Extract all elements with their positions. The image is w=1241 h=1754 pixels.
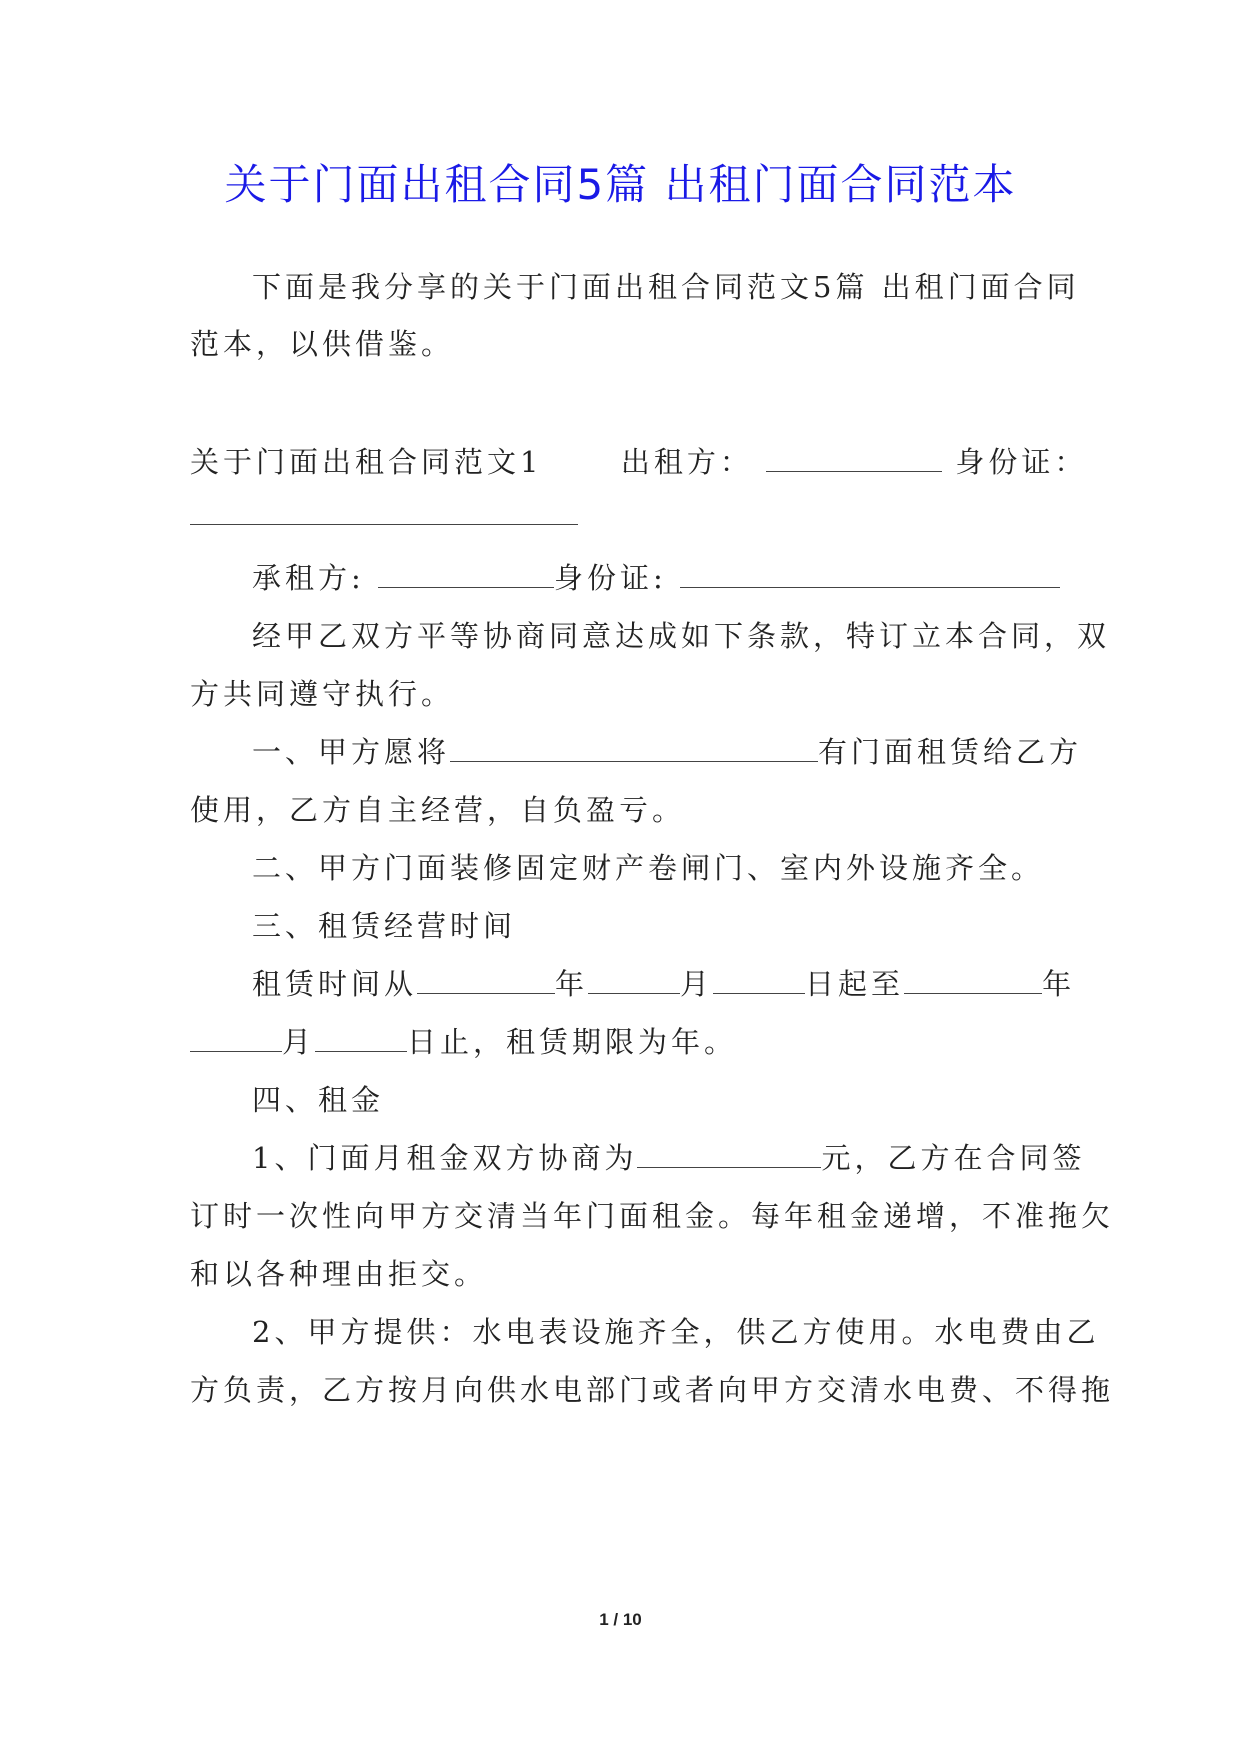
lessor-id-blank-line	[190, 498, 578, 532]
lease-end-label: 日止，租赁期限为年。	[407, 1025, 738, 1059]
rent2-line-1: 2、甲方提供：水电表设施齐全，供乙方使用。水电费由乙	[252, 1315, 1100, 1349]
lease-day-from-label: 日起至	[805, 967, 905, 1001]
lease-year2-label: 年	[1042, 967, 1076, 1001]
clause2: 二、甲方门面装修固定财产卷闸门、室内外设施齐全。	[252, 851, 1045, 885]
rent1-line-1	[252, 1136, 1085, 1177]
lease-month-label: 月	[680, 967, 714, 1001]
rent1-line-2: 订时一次性向甲方交清当年门面租金。每年租金递增，不准拖欠	[190, 1199, 1115, 1233]
clause1-blank	[450, 739, 818, 762]
lease-month2-label: 月	[282, 1025, 316, 1059]
lessee-id-blank	[680, 565, 1060, 588]
lease-month-blank	[588, 971, 680, 994]
document-title: 关于门面出租合同5篇 出租门面合同范本	[224, 160, 1017, 209]
intro-line-1: 下面是我分享的关于门面出租合同范文5篇 出租门面合同	[252, 270, 1080, 304]
rent1-pre: 1、门面月租金双方协商为	[252, 1141, 638, 1175]
clause3: 三、租赁经营时间	[252, 909, 517, 943]
lessee-blank	[378, 565, 554, 588]
lessee-label: 承租方:	[252, 561, 365, 595]
lessor-id-label: 身份证：	[955, 445, 1088, 479]
clause1-line-2: 使用，乙方自主经营，自负盈亏。	[190, 793, 686, 827]
rent1-line-3: 和以各种理由拒交。	[190, 1257, 488, 1291]
rent-amount-blank	[637, 1145, 821, 1168]
clause1-line-1	[252, 730, 1082, 771]
lease-day-blank	[713, 971, 805, 994]
lessee-line	[252, 556, 1060, 597]
lease-year-label: 年	[555, 967, 589, 1001]
rent1-post: 元，乙方在合同签	[821, 1141, 1086, 1175]
lease-line-1	[252, 962, 1075, 1003]
lease-day2-blank	[315, 1029, 407, 1052]
page-number: 1 / 10	[599, 1610, 642, 1629]
agreement-line-2: 方共同遵守执行。	[190, 677, 455, 711]
lease-from-label: 租赁时间从	[252, 967, 418, 1001]
lessor-label: 出租方：	[620, 445, 753, 479]
lease-line-2	[190, 1020, 737, 1061]
clause4: 四、租金	[252, 1083, 385, 1117]
lease-month2-blank	[190, 1029, 282, 1052]
clause1-pre: 一、甲方愿将	[252, 735, 451, 769]
agreement-line-1: 经甲乙双方平等协商同意达成如下条款，特订立本合同，双	[252, 619, 1111, 653]
lessee-id-label: 身份证:	[554, 561, 667, 595]
lease-year-blank	[417, 971, 555, 994]
lessor-blank	[766, 449, 942, 472]
lease-year2-blank	[904, 971, 1042, 994]
intro-line-2: 范本，以供借鉴。	[190, 327, 455, 361]
clause1-post: 有门面租赁给乙方	[818, 735, 1083, 769]
section1-heading: 关于门面出租合同范文1	[190, 445, 543, 479]
lessor-id-blank	[190, 502, 578, 525]
section1-header-line	[190, 440, 1087, 481]
rent2-line-2: 方负责，乙方按月向供水电部门或者向甲方交清水电费、不得拖	[190, 1373, 1115, 1407]
